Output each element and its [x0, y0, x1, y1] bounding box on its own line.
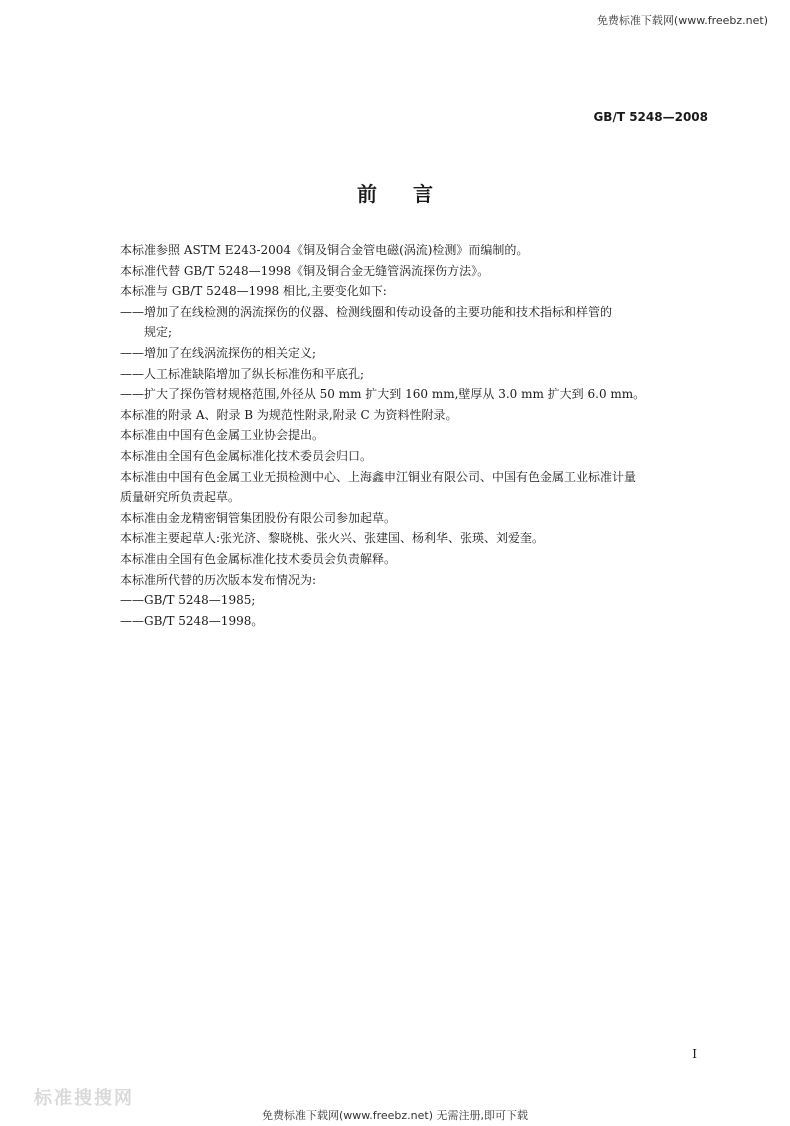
watermark: 标准搜搜网: [34, 1088, 134, 1109]
top-banner: 免费标准下载网(www.freebz.net): [596, 14, 768, 27]
dash-mark: ——: [120, 593, 144, 608]
foreword-body: [120, 240, 715, 631]
dash-mark: ——: [120, 366, 144, 381]
change-item: [120, 364, 715, 385]
paragraph: 本标准由金龙精密铜管集团股份有限公司参加起草。: [120, 510, 397, 525]
paragraph: 本标准所代替的历次版本发布情况为:: [120, 572, 317, 587]
paragraph: 本标准由全国有色金属标准化技术委员会负责解释。: [120, 551, 397, 566]
change-text-continued: 规定;: [144, 325, 173, 340]
version-text: GB/T 5248—1985;: [144, 593, 256, 608]
change-text: 人工标准缺陷增加了纵长标准伤和平底孔;: [144, 366, 365, 381]
paragraph: 本标准主要起草人:张光济、黎晓桃、张火兴、张建国、杨利华、张瑛、刘爱奎。: [120, 531, 545, 546]
dash-mark: ——: [120, 345, 144, 360]
change-item: [120, 343, 715, 364]
paragraph: 本标准由全国有色金属标准化技术委员会归口。: [120, 448, 373, 463]
drafting-unit-line: 本标准由中国有色金属工业无损检测中心、上海鑫申江铜业有限公司、中国有色金属工业标准计量: [120, 469, 637, 484]
dash-mark: ——: [120, 304, 144, 319]
version-item: [120, 611, 715, 632]
drafting-unit-line: 质量研究所负责起草。: [120, 490, 241, 505]
paragraph: 本标准由中国有色金属工业协会提出。: [120, 428, 325, 443]
change-text: 增加了在线检测的涡流探伤的仪器、检测线圈和传动设备的主要功能和技术指标和样管的: [144, 304, 613, 319]
dash-mark: ——: [120, 387, 144, 402]
paragraph: 本标准与 GB/T 5248—1998 相比,主要变化如下:: [120, 284, 387, 299]
change-item: [120, 384, 715, 405]
page-number: I: [692, 1047, 697, 1061]
change-text: 扩大了探伤管材规格范围,外径从 50 mm 扩大到 160 mm,壁厚从 3.0 mm 扩大到 6.0 mm。: [144, 387, 646, 402]
paragraph: 本标准的附录 A、附录 B 为规范性附录,附录 C 为资料性附录。: [120, 407, 458, 422]
page-title: 前言: [357, 182, 469, 206]
paragraph: 本标准参照 ASTM E243-2004《铜及铜合金管电磁(涡流)检测》而编制的。: [120, 243, 529, 257]
paragraph: 本标准代替 GB/T 5248—1998《铜及铜合金无缝管涡流探伤方法》。: [120, 263, 490, 278]
dash-mark: ——: [120, 613, 144, 628]
standard-code: GB/T 5248—2008: [593, 110, 708, 124]
change-item: [120, 302, 715, 343]
bottom-banner: 免费标准下载网(www.freebz.net) 无需注册,即可下载: [261, 1109, 529, 1122]
change-text: 增加了在线涡流探伤的相关定义;: [144, 345, 317, 360]
version-item: [120, 590, 715, 611]
version-text: GB/T 5248—1998。: [144, 613, 264, 628]
